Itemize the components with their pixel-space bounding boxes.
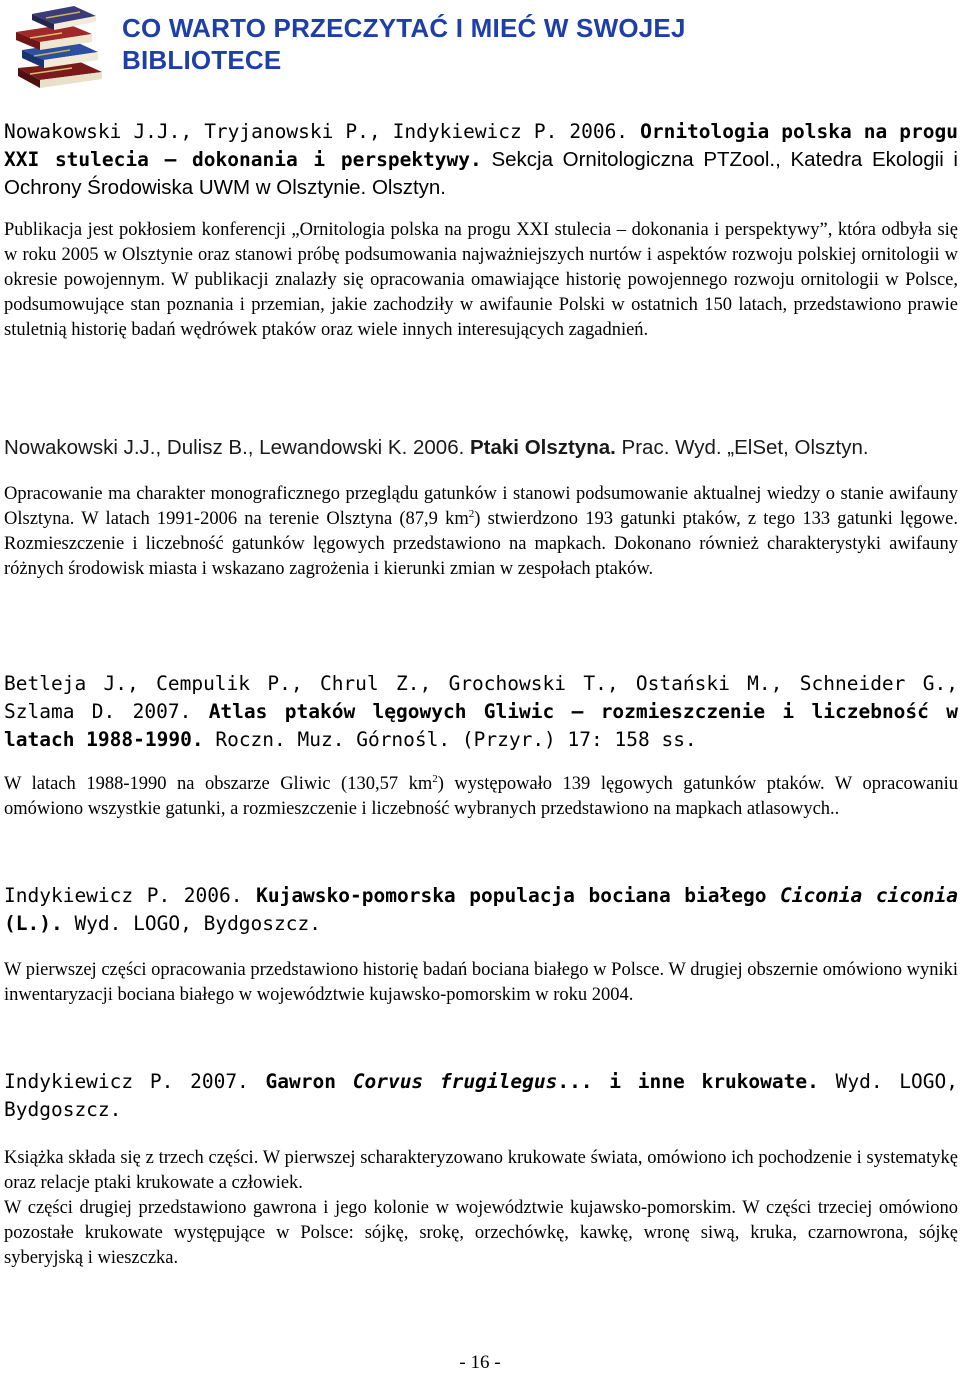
bibliography-entry	[4, 670, 958, 822]
reference-description: Książka składa się z trzech części. W pierwszej scharakteryzowano krukowate świata, omówiono ich pochodzenie i systematykę oraz relacje ptaki krukowate a człowiek.	[4, 1148, 958, 1193]
page-number: - 16 -	[459, 1352, 501, 1373]
reference-description: W części drugiej przedstawiono gawrona i jego kolonie w województwie kujawsko-pomorskim. W części trzeciej omówiono pozostałe krukowate występujące w Polsce: sójkę, srokę, orzechówkę, kawkę, wronę siwą, kruka, czarnowrona, sójkę syberyjską i wieszczka.	[4, 1198, 958, 1268]
reference-citation	[4, 670, 958, 754]
title-text: (L.).	[4, 912, 63, 935]
page-title	[122, 12, 686, 76]
superscript: 2	[468, 507, 475, 520]
reference-description	[4, 772, 958, 822]
reference-authors: Nowakowski J.J., Tryjanowski P., Indykiewicz P. 2006.	[4, 120, 641, 143]
superscript: 2	[432, 772, 438, 785]
reference-citation	[4, 434, 958, 462]
title-text: ... i inne krukowate.	[557, 1070, 819, 1093]
title-line-2: BIBLIOTECE	[122, 45, 282, 75]
reference-publisher: Wyd. LOGO, Bydgoszcz.	[62, 912, 321, 935]
bibliography-entry	[4, 118, 958, 343]
reference-title: Atlas ptaków lęgowych Gliwic – rozmieszczenie i liczebność w latach 1988-1990.	[4, 700, 958, 751]
reference-publisher: Wyd. LOGO, Bydgoszcz.	[4, 1070, 959, 1121]
reference-description	[4, 482, 958, 582]
reference-authors: Indykiewicz P. 2006.	[4, 884, 257, 907]
bibliography-entry	[4, 882, 958, 1008]
description-text: Opracowanie ma charakter monograficznego przeglądu gatunków i stanowi podsumowanie aktualnej wiedzy o stanie awifauny Olsztyna. W latach 1991-2006 na terenie Olsztyna (87,9 km	[4, 484, 958, 529]
species-name: Corvus frugilegus	[352, 1070, 558, 1093]
description-text: W latach 1988-1990 na obszarze Gliwic (130,57 km	[4, 774, 433, 794]
description-text: ) występowało 139 lęgowych gatunków ptaków. W opracowaniu omówiono wszystkie gatunki, a rozmieszczenie i liczebność wybranych przedstawiono na mapkach atlasowych..	[4, 774, 958, 819]
page-header	[10, 2, 955, 94]
reference-citation	[4, 1068, 958, 1124]
reference-description: Publikacja jest pokłosiem konferencji „Ornitologia polska na progu XXI stulecia – dokonania i perspektywy”, która odbyła się w roku 2005 w Olsztynie oraz stanowi próbę podsumowania najważniejszych nurtów i aspektów rozwoju polskiej ornitologii w okresie powojennym. W publikacji znalazły się opracowania omawiające historię powojennego rozwoju ornitologii w Polsce, podsumowujące stan poznania i przemian, jakie zachodziły w awifaunie Polski w ostatnich 150 latach, przedstawiono prawie stuletnią historię badań wędrówek ptaków oraz wiele innych interesujących zagadnień.	[4, 220, 958, 340]
description-text: ) stwierdzono 193 gatunki ptaków, z tego 133 gatunki lęgowe. Rozmieszczenie i liczebność gatunków lęgowych przedstawiono na mapkach. Dokonano również charakterystyki awifauny różnych środowisk miasta i wskazano zagrożenia i kierunki zmian w zespołach ptaków.	[4, 509, 958, 579]
reference-publisher: Roczn. Muz. Górnośl. (Przyr.) 17: 158 ss.	[203, 728, 697, 751]
bibliography-entry	[4, 1068, 958, 1271]
reference-publisher: Prac. Wyd. „ElSet, Olsztyn.	[615, 436, 869, 459]
stacked-books-icon	[10, 2, 108, 90]
title-text: Gawron	[265, 1070, 353, 1093]
reference-description: W pierwszej części opracowania przedstawiono historię badań bociana białego w Polsce. W drugiej obszernie omówiono wyniki inwentaryzacji bociana białego w województwie kujawsko-pomorskim w roku 2004.	[4, 960, 958, 1005]
bibliography-entry	[4, 434, 958, 582]
reference-title: Ornitologia polska na progu XXI stulecia – dokonania i perspektywy.	[4, 120, 958, 171]
reference-title: Ptaki Olsztyna.	[470, 436, 616, 459]
species-name: Ciconia ciconia	[780, 884, 958, 907]
reference-title	[266, 1070, 819, 1093]
reference-publisher: Sekcja Ornitologiczna PTZool., Katedra Ekologii i Ochrony Środowiska UWM w Olsztynie. Olsztyn.	[4, 148, 958, 199]
reference-authors: Indykiewicz P. 2007.	[4, 1070, 266, 1093]
reference-citation	[4, 118, 958, 202]
reference-authors: Nowakowski J.J., Dulisz B., Lewandowski K. 2006.	[4, 436, 470, 459]
title-text: Kujawsko-pomorska populacja bociana białego	[256, 884, 781, 907]
title-line-1: CO WARTO PRZECZYTAĆ I MIEĆ W SWOJEJ	[122, 13, 686, 43]
reference-citation	[4, 882, 958, 938]
reference-authors: Betleja J., Cempulik P., Chrul Z., Grochowski T., Ostański M., Schneider G., Szlama D. 2007.	[4, 672, 958, 723]
